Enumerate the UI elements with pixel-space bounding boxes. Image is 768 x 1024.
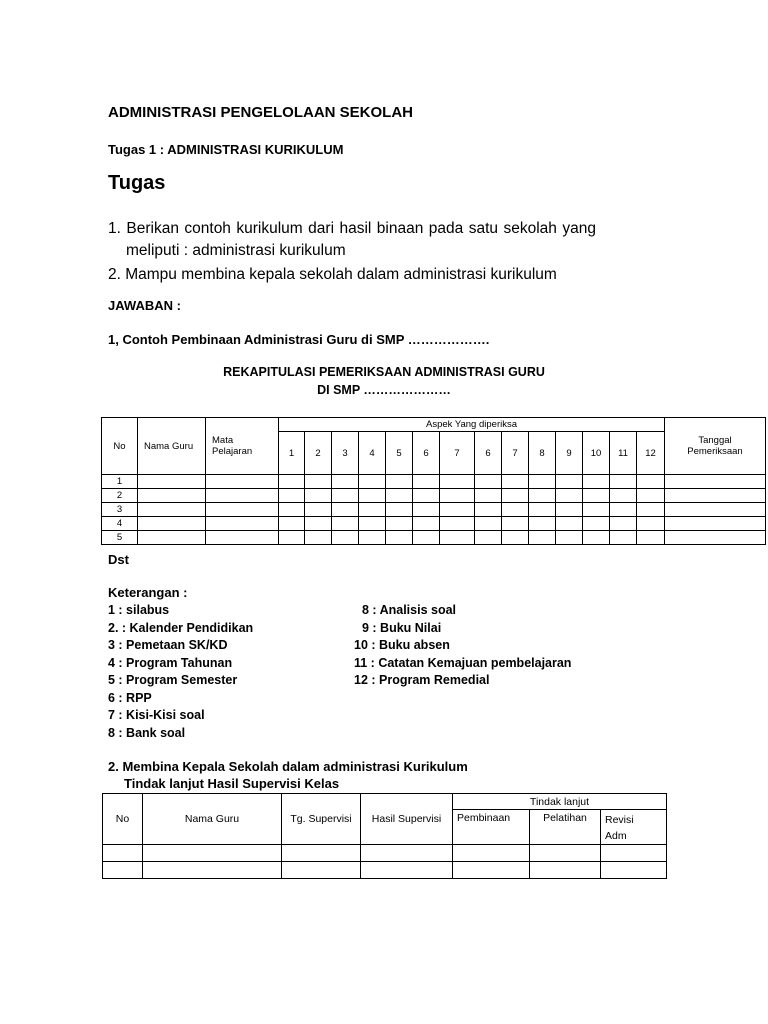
table-cell — [413, 517, 440, 531]
table-cell — [206, 531, 279, 545]
table-cell — [502, 517, 529, 531]
t2-cell — [601, 862, 667, 879]
table-cell — [305, 503, 332, 517]
aspect-number: 4 — [359, 432, 386, 475]
keterangan-right-list — [340, 602, 571, 690]
table-cell — [413, 475, 440, 489]
t2-cell — [530, 845, 601, 862]
row-number: 3 — [102, 503, 138, 517]
keterangan-item: 12 : Program Remedial — [354, 673, 490, 687]
table-cell — [279, 517, 305, 531]
aspect-number: 2 — [305, 432, 332, 475]
tindak-lanjut-table — [102, 793, 667, 879]
table-cell — [665, 503, 766, 517]
table-cell — [386, 531, 413, 545]
table-cell — [138, 531, 206, 545]
keterangan-item: 11 : Catatan Kemajuan pembelajaran — [354, 655, 572, 670]
table-cell — [610, 517, 637, 531]
table-cell — [413, 489, 440, 503]
table-cell — [529, 475, 556, 489]
table-cell — [556, 475, 583, 489]
t2-header-revisi-line1: Revisi — [605, 814, 634, 826]
t2-cell — [453, 862, 530, 879]
keterangan-item: 7 : Kisi-Kisi soal — [108, 708, 205, 722]
table-cell — [529, 489, 556, 503]
table-cell — [138, 503, 206, 517]
table-cell — [332, 475, 359, 489]
table-cell — [413, 503, 440, 517]
t2-cell — [601, 845, 667, 862]
t2-cell — [530, 862, 601, 879]
tugas-heading: Tugas — [108, 172, 166, 194]
section-2-title: 2. Membina Kepala Sekolah dalam administrasi Kurikulum — [108, 759, 468, 774]
question-1-line-2: meliputi : administrasi kurikulum — [126, 242, 346, 259]
table-row — [102, 503, 766, 517]
table-cell — [440, 503, 475, 517]
rekap-title-line-1: REKAPITULASI PEMERIKSAAN ADMINISTRASI GURU — [223, 365, 545, 379]
table-cell — [556, 531, 583, 545]
table-cell — [556, 503, 583, 517]
header-tanggal-line2: Pemeriksaan — [687, 446, 743, 457]
keterangan-item: 4 : Program Tahunan — [108, 655, 233, 670]
table-cell — [206, 503, 279, 517]
table-cell — [475, 531, 502, 545]
table-cell — [529, 531, 556, 545]
table-cell — [305, 489, 332, 503]
table-cell — [359, 489, 386, 503]
table-cell — [502, 531, 529, 545]
row-number: 1 — [102, 475, 138, 489]
table-cell — [610, 503, 637, 517]
document-title: ADMINISTRASI PENGELOLAAN SEKOLAH — [108, 104, 414, 121]
table-cell — [637, 503, 665, 517]
jawaban-heading: JAWABAN : — [108, 298, 181, 313]
aspect-number: 12 — [637, 432, 665, 475]
row-number: 5 — [102, 531, 138, 545]
t2-header-revisi-adm — [601, 810, 667, 845]
keterangan-item: 1 : silabus — [108, 603, 170, 617]
header-tanggal-line1: Tanggal — [698, 435, 732, 446]
table-cell — [440, 531, 475, 545]
table-cell — [665, 475, 766, 489]
table-cell — [386, 489, 413, 503]
header-mata-line1: Mata — [212, 435, 234, 446]
table-cell — [502, 489, 529, 503]
keterangan-item: 9 : Buku Nilai — [362, 620, 442, 635]
table-cell — [475, 517, 502, 531]
keterangan-heading: Keterangan : — [108, 585, 188, 600]
table-cell — [413, 531, 440, 545]
aspect-number: 7 — [440, 432, 475, 475]
table-cell — [279, 503, 305, 517]
aspect-number: 7 — [502, 432, 529, 475]
table-cell — [138, 489, 206, 503]
table-cell — [206, 475, 279, 489]
table-cell — [583, 517, 610, 531]
table-cell — [332, 503, 359, 517]
row-number: 4 — [102, 517, 138, 531]
question-1-line-1: 1. Berikan contoh kurikulum dari hasil binaan pada satu sekolah yang — [108, 220, 596, 237]
table-row — [102, 517, 766, 531]
section-2-subtitle: Tindak lanjut Hasil Supervisi Kelas — [124, 776, 340, 791]
t2-cell — [361, 862, 453, 879]
rekap-table — [101, 417, 766, 545]
keterangan-item: 8 : Analisis soal — [362, 603, 457, 617]
table-cell — [637, 489, 665, 503]
table-cell — [386, 475, 413, 489]
t2-header-hasil-supervisi: Hasil Supervisi — [361, 794, 453, 845]
t2-cell — [143, 845, 282, 862]
table-cell — [440, 489, 475, 503]
t2-header-tg-supervisi: Tg. Supervisi — [282, 794, 361, 845]
table-cell — [475, 489, 502, 503]
table-cell — [332, 489, 359, 503]
table-row — [102, 489, 766, 503]
table-cell — [359, 475, 386, 489]
aspect-number: 6 — [475, 432, 502, 475]
table-cell — [610, 489, 637, 503]
table-cell — [583, 475, 610, 489]
aspect-number: 5 — [386, 432, 413, 475]
t2-header-tindak-lanjut: Tindak lanjut — [453, 794, 667, 810]
table-cell — [583, 503, 610, 517]
table-cell — [665, 517, 766, 531]
keterangan-item: 3 : Pemetaan SK/KD — [108, 638, 228, 652]
aspect-number: 11 — [610, 432, 637, 475]
header-tanggal — [665, 418, 766, 475]
table-cell — [440, 517, 475, 531]
table-cell — [206, 489, 279, 503]
table-cell — [665, 489, 766, 503]
header-mata-line2: Pelajaran — [212, 446, 253, 457]
t2-header-revisi-line2: Adm — [605, 830, 627, 842]
t2-header-nama-guru: Nama Guru — [143, 794, 282, 845]
t2-header-pembinaan: Pembinaan — [453, 810, 530, 845]
t2-header-no: No — [103, 794, 143, 845]
header-aspek: Aspek Yang diperiksa — [279, 418, 665, 432]
table-cell — [305, 517, 332, 531]
table-cell — [279, 475, 305, 489]
t2-cell — [282, 862, 361, 879]
table-cell — [610, 531, 637, 545]
keterangan-item: 8 : Bank soal — [108, 725, 186, 740]
t2-cell — [453, 845, 530, 862]
table-cell — [359, 503, 386, 517]
table-cell — [475, 475, 502, 489]
t2-cell — [103, 862, 143, 879]
aspect-number: 6 — [413, 432, 440, 475]
aspect-number: 10 — [583, 432, 610, 475]
table-cell — [138, 475, 206, 489]
table-cell — [529, 503, 556, 517]
aspect-number: 1 — [279, 432, 305, 475]
table-cell — [359, 517, 386, 531]
keterangan-left-list — [108, 602, 253, 742]
aspect-number: 3 — [332, 432, 359, 475]
table-cell — [637, 517, 665, 531]
table-cell — [359, 531, 386, 545]
aspect-number: 8 — [529, 432, 556, 475]
t2-cell — [103, 845, 143, 862]
t2-cell — [143, 862, 282, 879]
table-cell — [332, 517, 359, 531]
aspect-number: 9 — [556, 432, 583, 475]
t2-header-pelatihan: Pelatihan — [530, 810, 601, 845]
table-cell — [529, 517, 556, 531]
table-cell — [610, 475, 637, 489]
row-number: 2 — [102, 489, 138, 503]
table-cell — [502, 503, 529, 517]
keterangan-item: 10 : Buku absen — [354, 638, 450, 652]
t2-cell — [282, 845, 361, 862]
table-cell — [279, 489, 305, 503]
keterangan-item: 6 : RPP — [108, 690, 152, 705]
table-cell — [279, 531, 305, 545]
dst-label: Dst — [108, 552, 129, 567]
table-cell — [556, 489, 583, 503]
table-cell — [206, 517, 279, 531]
table-cell — [637, 475, 665, 489]
table-cell — [637, 531, 665, 545]
table-cell — [386, 503, 413, 517]
header-nama-guru: Nama Guru — [138, 418, 206, 475]
table-cell — [305, 475, 332, 489]
table-row — [102, 475, 766, 489]
table-cell — [332, 531, 359, 545]
task-heading: Tugas 1 : ADMINISTRASI KURIKULUM — [108, 142, 344, 157]
question-2: 2. Mampu membina kepala sekolah dalam administrasi kurikulum — [108, 266, 557, 283]
table-cell — [138, 517, 206, 531]
table-cell — [583, 531, 610, 545]
keterangan-item: 2. : Kalender Pendidikan — [108, 620, 254, 635]
header-no: No — [102, 418, 138, 475]
rekap-title-line-2: DI SMP ………………… — [317, 383, 451, 397]
t2-cell — [361, 845, 453, 862]
table-cell — [502, 475, 529, 489]
header-mata-pelajaran — [206, 418, 279, 475]
table-cell — [305, 531, 332, 545]
contoh-line: 1, Contoh Pembinaan Administrasi Guru di SMP ………………. — [108, 332, 490, 347]
table-cell — [475, 503, 502, 517]
table-cell — [440, 475, 475, 489]
keterangan-item: 5 : Program Semester — [108, 673, 238, 687]
table-cell — [583, 489, 610, 503]
table-cell — [556, 517, 583, 531]
table-cell — [665, 531, 766, 545]
table-cell — [386, 517, 413, 531]
table-row — [102, 531, 766, 545]
